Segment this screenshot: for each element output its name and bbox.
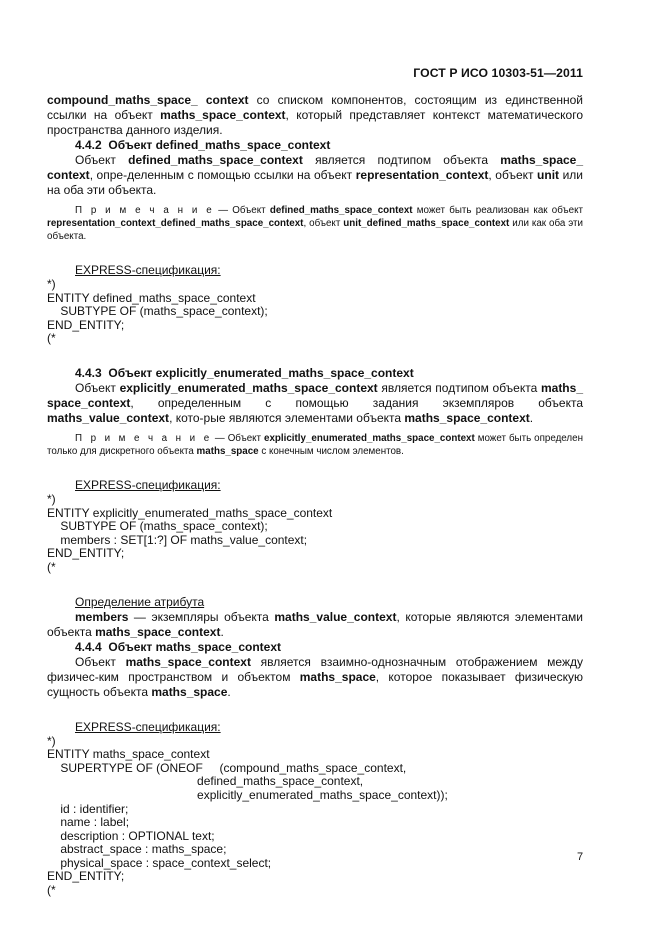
note-defined: П р и м е ч а н и е — Объект defined_maths_space_context может быть реализован как объект representation_context_defined_maths_space_context, объект unit_defined_maths_space_context или как оба эти объекта. (47, 205, 583, 242)
paragraph-defined: Объект defined_maths_space_context является подтипом объекта maths_space_ context, опре-деленным с помощью ссылки на объект representation_context, объект unit или на оба эти объекта. (47, 153, 584, 197)
page-content (47, 93, 583, 898)
express-code-maths-space-context: *) ENTITY maths_space_context SUPERTYPE OF (ONEOF (compound_maths_space_context, defined_maths_space_context, explicitly_enumerated_maths_space_context)); id : identifier; name : label; description : OPTIONAL text; abstract_space : maths_space; physical_space : space_context_select; END_ENTITY; (* (47, 733, 448, 898)
section-heading-4-4-3: 4.4.3 Объект explicitly_enumerated_maths_space_context (75, 365, 414, 380)
section-heading-4-4-4: 4.4.4 Объект maths_space_context (75, 639, 281, 654)
paragraph-explicitly: Объект explicitly_enumerated_maths_space_context является подтипом объекта maths_ space_context, определенным с помощью задания экземпляров объекта maths_value_context, кото-рые являются элементами объекта maths_space_context. (47, 380, 583, 425)
paragraph-maths-space-context: Объект maths_space_context является взаимно-однозначным отображением между физичес-ким пространством и объектом maths_space, которое показывает физическую сущность объекта maths_space. (47, 654, 584, 699)
attribute-definition-members: members — экземпляры объекта maths_value_context, которые являются элементами объекта maths_space_context. (47, 609, 583, 639)
attribute-definition-label: Определение атрибута (75, 594, 205, 609)
express-code-defined: *) ENTITY defined_maths_space_context SUBTYPE OF (maths_space_context); END_ENTITY; (* (47, 277, 268, 346)
section-heading-4-4-2: 4.4.2 Объект defined_maths_space_context (75, 138, 331, 152)
term: maths_space_context (160, 108, 286, 122)
express-code-explicitly: *) ENTITY explicitly_enumerated_maths_space_context SUBTYPE OF (maths_space_context); members : SET[1:?] OF maths_value_context; END_ENTITY; (* (47, 491, 333, 574)
note-explicitly: П р и м е ч а н и е — Объект explicitly_enumerated_maths_space_context может быть определен только для дискретного объекта maths_space с конечным числом элементов. (47, 432, 584, 457)
page-header-standard: ГОСТ Р ИСО 10303-51—2011 (413, 66, 583, 80)
page-number: 7 (577, 851, 584, 863)
paragraph-compound: compound_maths_space_ context со списком компонентов, состоящим из единственной ссылки на объект maths_space_context, который представляет контекст математического пространства данного изделия. (47, 93, 584, 137)
term: compound_maths_space_ context (47, 93, 249, 107)
express-label: EXPRESS-спецификация: (75, 263, 221, 277)
express-label: EXPRESS-спецификация: (75, 477, 221, 492)
express-label: EXPRESS-спецификация: (75, 719, 221, 734)
